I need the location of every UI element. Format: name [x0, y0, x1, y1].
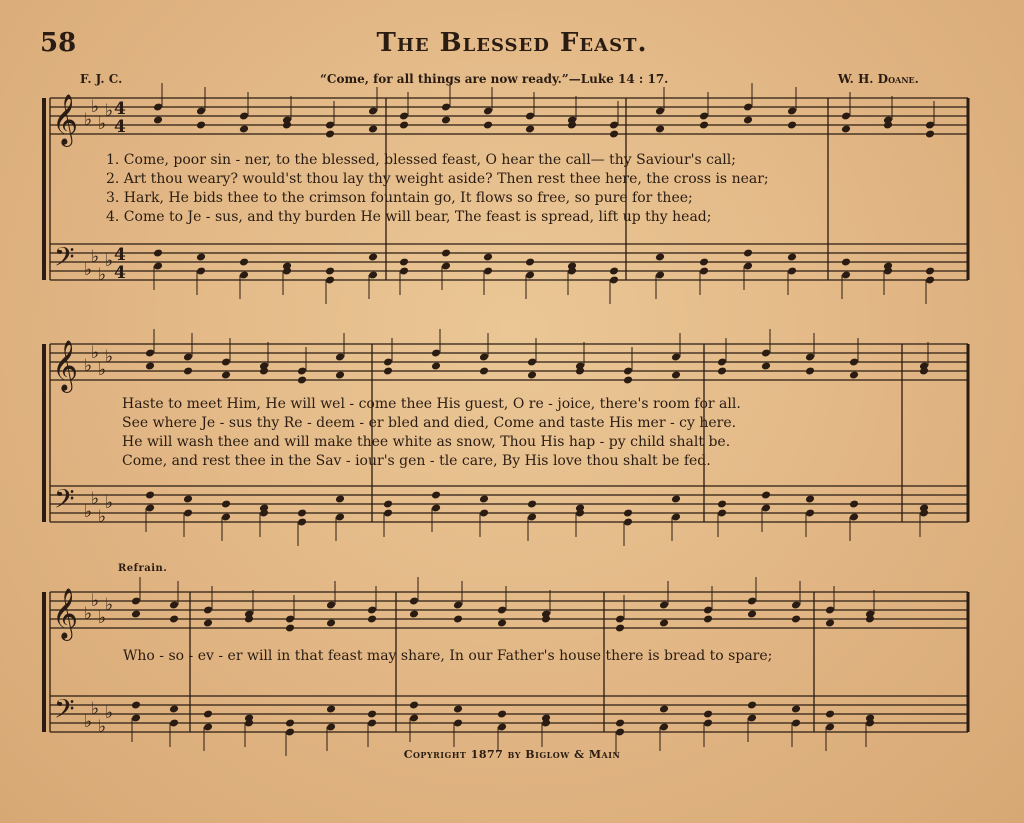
notehead	[527, 370, 537, 379]
notehead	[825, 618, 835, 627]
flat-icon: ♭	[105, 101, 114, 121]
notehead	[409, 609, 419, 618]
notehead	[325, 266, 335, 275]
notehead	[841, 257, 851, 266]
notehead	[655, 124, 665, 133]
notehead	[153, 115, 163, 124]
flat-icon: ♭	[98, 265, 107, 285]
flat-icon: ♭	[91, 247, 100, 267]
verse-4-line-1: 4. Come to Je - sus, and thy burden He will bear, The feast is spread, lift up thy head;	[106, 209, 712, 225]
notehead	[609, 266, 619, 275]
flat-icon: ♭	[84, 604, 93, 624]
notehead	[431, 490, 441, 499]
verse-3-line-1: 3. Hark, He bids thee to the crimson fountain go, It flows so free, so pure for thee;	[106, 190, 693, 206]
notehead	[183, 494, 193, 503]
notehead	[196, 252, 206, 261]
notehead	[671, 370, 681, 379]
treble-clef-icon: 𝄞	[52, 340, 79, 391]
notehead	[791, 614, 801, 623]
notehead	[326, 618, 336, 627]
notehead	[497, 709, 507, 718]
notehead	[145, 490, 155, 499]
notehead	[497, 618, 507, 627]
time-signature: 4	[114, 245, 126, 265]
bass-clef-icon: 𝄢	[54, 483, 75, 521]
flat-icon: ♭	[84, 712, 93, 732]
notehead	[841, 124, 851, 133]
notehead	[221, 370, 231, 379]
flat-icon: ♭	[105, 347, 114, 367]
notehead	[623, 375, 633, 384]
notehead	[609, 129, 619, 138]
verse-2-line-1: 2. Art thou weary? would'st thou lay thy weight aside? Then rest thee here, the cross is near;	[106, 171, 769, 187]
notehead	[335, 370, 345, 379]
verse-4-line-2: Come, and rest thee in the Sav - iour's gen - tle care, By His love thou shalt be fed.	[122, 453, 711, 469]
notehead	[747, 700, 757, 709]
notehead	[825, 709, 835, 718]
notehead	[399, 257, 409, 266]
time-signature: 4	[114, 99, 126, 119]
notehead	[527, 499, 537, 508]
flat-icon: ♭	[84, 356, 93, 376]
notehead	[183, 366, 193, 375]
notehead	[285, 623, 295, 632]
flat-icon: ♭	[91, 489, 100, 509]
notehead	[623, 508, 633, 517]
notehead	[703, 614, 713, 623]
verse-1-line-2: Haste to meet Him, He will wel - come thee His guest, O re - joice, there's room for all.	[122, 396, 741, 412]
notehead	[131, 700, 141, 709]
treble-clef-icon: 𝄞	[52, 94, 79, 145]
flat-icon: ♭	[98, 114, 107, 134]
notehead	[441, 115, 451, 124]
notehead	[761, 361, 771, 370]
copyright-notice: Copyright 1877 by Biglow & Main	[403, 748, 621, 761]
notehead	[221, 499, 231, 508]
notehead	[453, 614, 463, 623]
notehead	[805, 494, 815, 503]
flat-icon: ♭	[105, 493, 114, 513]
notehead	[787, 120, 797, 129]
notehead	[743, 248, 753, 257]
refrain-line: Who - so - ev - er will in that feast may share, In our Father's house there is bread to spare;	[123, 648, 773, 664]
page-number: 58	[40, 28, 77, 58]
lyricist-credit: F. J. C.	[80, 72, 123, 86]
notehead	[409, 700, 419, 709]
notehead	[849, 370, 859, 379]
notehead	[699, 257, 709, 266]
notehead	[297, 375, 307, 384]
notehead	[453, 704, 463, 713]
flat-icon: ♭	[98, 507, 107, 527]
notehead	[525, 257, 535, 266]
notehead	[441, 248, 451, 257]
flat-icon: ♭	[105, 251, 114, 271]
verse-3-line-2: He will wash thee and will make thee white as snow, Thou His hap - py child shalt be.	[122, 434, 731, 450]
notehead	[925, 266, 935, 275]
notehead	[717, 366, 727, 375]
verse-1-line-1: 1. Come, poor sin - ner, to the blessed, blessed feast, O hear the call— thy Saviour's call;	[106, 152, 736, 168]
verse-2-line-2: See where Je - sus thy Re - deem - er bled and died, Come and taste His mer - cy here.	[122, 415, 737, 431]
notehead	[285, 718, 295, 727]
notehead	[145, 361, 155, 370]
flat-icon: ♭	[105, 703, 114, 723]
scripture-epigraph: “Come, for all things are now ready.”—Luke 14 : 17.	[320, 72, 669, 86]
notehead	[849, 499, 859, 508]
notehead	[659, 618, 669, 627]
notehead	[383, 366, 393, 375]
notehead	[239, 257, 249, 266]
bass-clef-icon: 𝄢	[54, 241, 75, 279]
notehead	[131, 609, 141, 618]
flat-icon: ♭	[98, 717, 107, 737]
notehead	[791, 704, 801, 713]
notehead	[297, 508, 307, 517]
notehead	[761, 490, 771, 499]
notehead	[743, 115, 753, 124]
refrain-label: Refrain.	[118, 563, 168, 574]
notehead	[325, 129, 335, 138]
time-signature: 4	[114, 263, 126, 283]
notehead	[699, 120, 709, 129]
flat-icon: ♭	[105, 595, 114, 615]
flat-icon: ♭	[84, 260, 93, 280]
flat-icon: ♭	[98, 360, 107, 380]
notehead	[203, 709, 213, 718]
composer-credit: W. H. Doane.	[838, 72, 919, 86]
notehead	[703, 709, 713, 718]
flat-icon: ♭	[91, 97, 100, 117]
notehead	[326, 704, 336, 713]
notehead	[615, 623, 625, 632]
notehead	[368, 124, 378, 133]
flat-icon: ♭	[84, 110, 93, 130]
notehead	[368, 252, 378, 261]
flat-icon: ♭	[98, 608, 107, 628]
flat-icon: ♭	[91, 591, 100, 611]
notehead	[483, 120, 493, 129]
notehead	[479, 494, 489, 503]
notehead	[483, 252, 493, 261]
notehead	[367, 614, 377, 623]
notehead	[479, 366, 489, 375]
notehead	[203, 618, 213, 627]
notehead	[615, 718, 625, 727]
notehead	[671, 494, 681, 503]
notehead	[717, 499, 727, 508]
notehead	[239, 124, 249, 133]
flat-icon: ♭	[84, 502, 93, 522]
flat-icon: ♭	[91, 343, 100, 363]
notehead	[659, 704, 669, 713]
hymn-title: The Blessed Feast.	[376, 28, 648, 58]
notehead	[169, 614, 179, 623]
flat-icon: ♭	[91, 699, 100, 719]
notehead	[196, 120, 206, 129]
notehead	[431, 361, 441, 370]
notehead	[787, 252, 797, 261]
notehead	[747, 609, 757, 618]
notehead	[655, 252, 665, 261]
notehead	[925, 129, 935, 138]
bass-clef-icon: 𝄢	[54, 693, 75, 731]
notehead	[805, 366, 815, 375]
treble-clef-icon: 𝄞	[52, 588, 79, 639]
notehead	[169, 704, 179, 713]
notehead	[399, 120, 409, 129]
time-signature: 4	[114, 117, 126, 137]
notehead	[153, 248, 163, 257]
notehead	[525, 124, 535, 133]
notehead	[335, 494, 345, 503]
notehead	[367, 709, 377, 718]
notehead	[383, 499, 393, 508]
